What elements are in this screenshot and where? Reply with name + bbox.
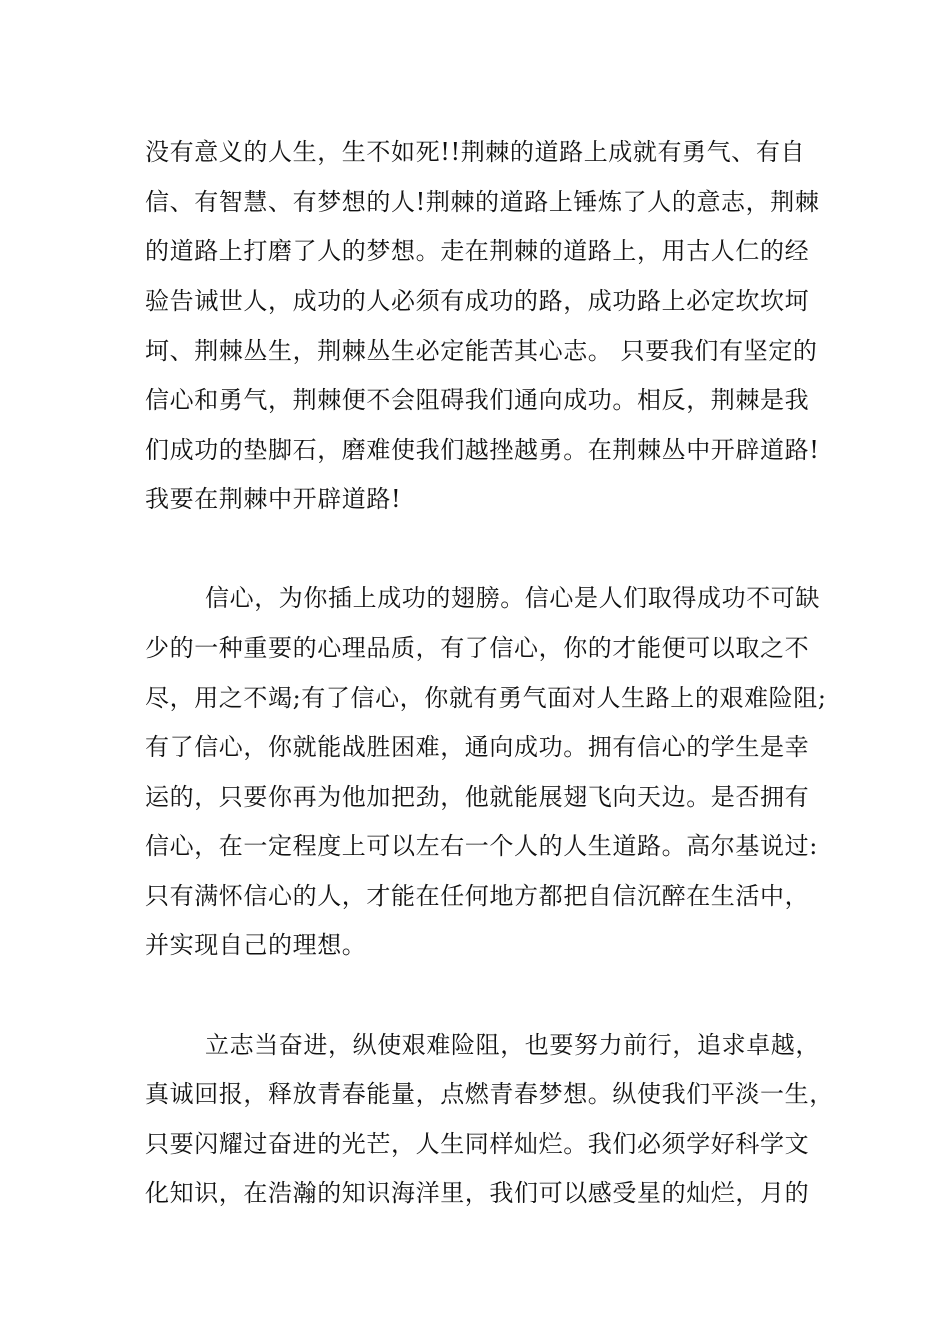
- paragraph-2-line-3: 尽，用之不竭;有了信心，你就有勇气面对人生路上的艰难险阻;: [145, 684, 827, 712]
- paragraph-2-line-8: 并实现自己的理想。: [145, 931, 367, 959]
- paragraph-1-line-8: 我要在荆棘中开辟道路!: [145, 485, 402, 513]
- paragraph-3-line-2: 真诚回报，释放青春能量，点燃青春梦想。纵使我们平淡一生，: [145, 1080, 834, 1108]
- paragraph-3-line-4: 化知识，在浩瀚的知识海洋里，我们可以感受星的灿烂，月的: [145, 1179, 810, 1207]
- paragraph-1-line-3: 的道路上打磨了人的梦想。走在荆棘的道路上，用古人仁的经: [145, 237, 810, 265]
- paragraph-1-line-4: 验告诫世人，成功的人必须有成功的路，成功路上必定坎坎坷: [145, 287, 810, 315]
- paragraph-2-line-4: 有了信心，你就能战胜困难，通向成功。拥有信心的学生是幸: [145, 733, 810, 761]
- paragraph-1-line-5: 坷、荆棘丛生，荆棘丛生必定能苦其心志。 只要我们有坚定的: [145, 337, 818, 365]
- paragraph-1-line-6: 信心和勇气，荆棘便不会阻碍我们通向成功。相反，荆棘是我: [145, 386, 810, 414]
- paragraph-1-line-7: 们成功的垫脚石，磨难使我们越挫越勇。在荆棘丛中开辟道路!: [145, 436, 820, 464]
- paragraph-2-line-6: 信心，在一定程度上可以左右一个人的人生道路。高尔基说过:: [145, 832, 818, 860]
- paragraph-1-line-2: 信、有智慧、有梦想的人!荆棘的道路上锤炼了人的意志，荆棘: [145, 188, 820, 216]
- paragraph-3-line-1: 立志当奋进，纵使艰难险阻，也要努力前行，追求卓越，: [205, 1031, 820, 1059]
- paragraph-2-line-1: 信心，为你插上成功的翅膀。信心是人们取得成功不可缺: [205, 584, 820, 612]
- paragraph-2-line-5: 运的，只要你再为他加把劲，他就能展翅飞向天边。是否拥有: [145, 783, 810, 811]
- paragraph-1-line-1: 没有意义的人生，生不如死!!荆棘的道路上成就有勇气、有自: [145, 138, 806, 166]
- paragraph-2-line-7: 只有满怀信心的人，才能在任何地方都把自信沉醉在生活中，: [145, 882, 810, 910]
- paragraph-3-line-3: 只要闪耀过奋进的光芒，人生同样灿烂。我们必须学好科学文: [145, 1130, 810, 1158]
- paragraph-2-line-2: 少的一种重要的心理品质，有了信心，你的才能便可以取之不: [145, 634, 810, 662]
